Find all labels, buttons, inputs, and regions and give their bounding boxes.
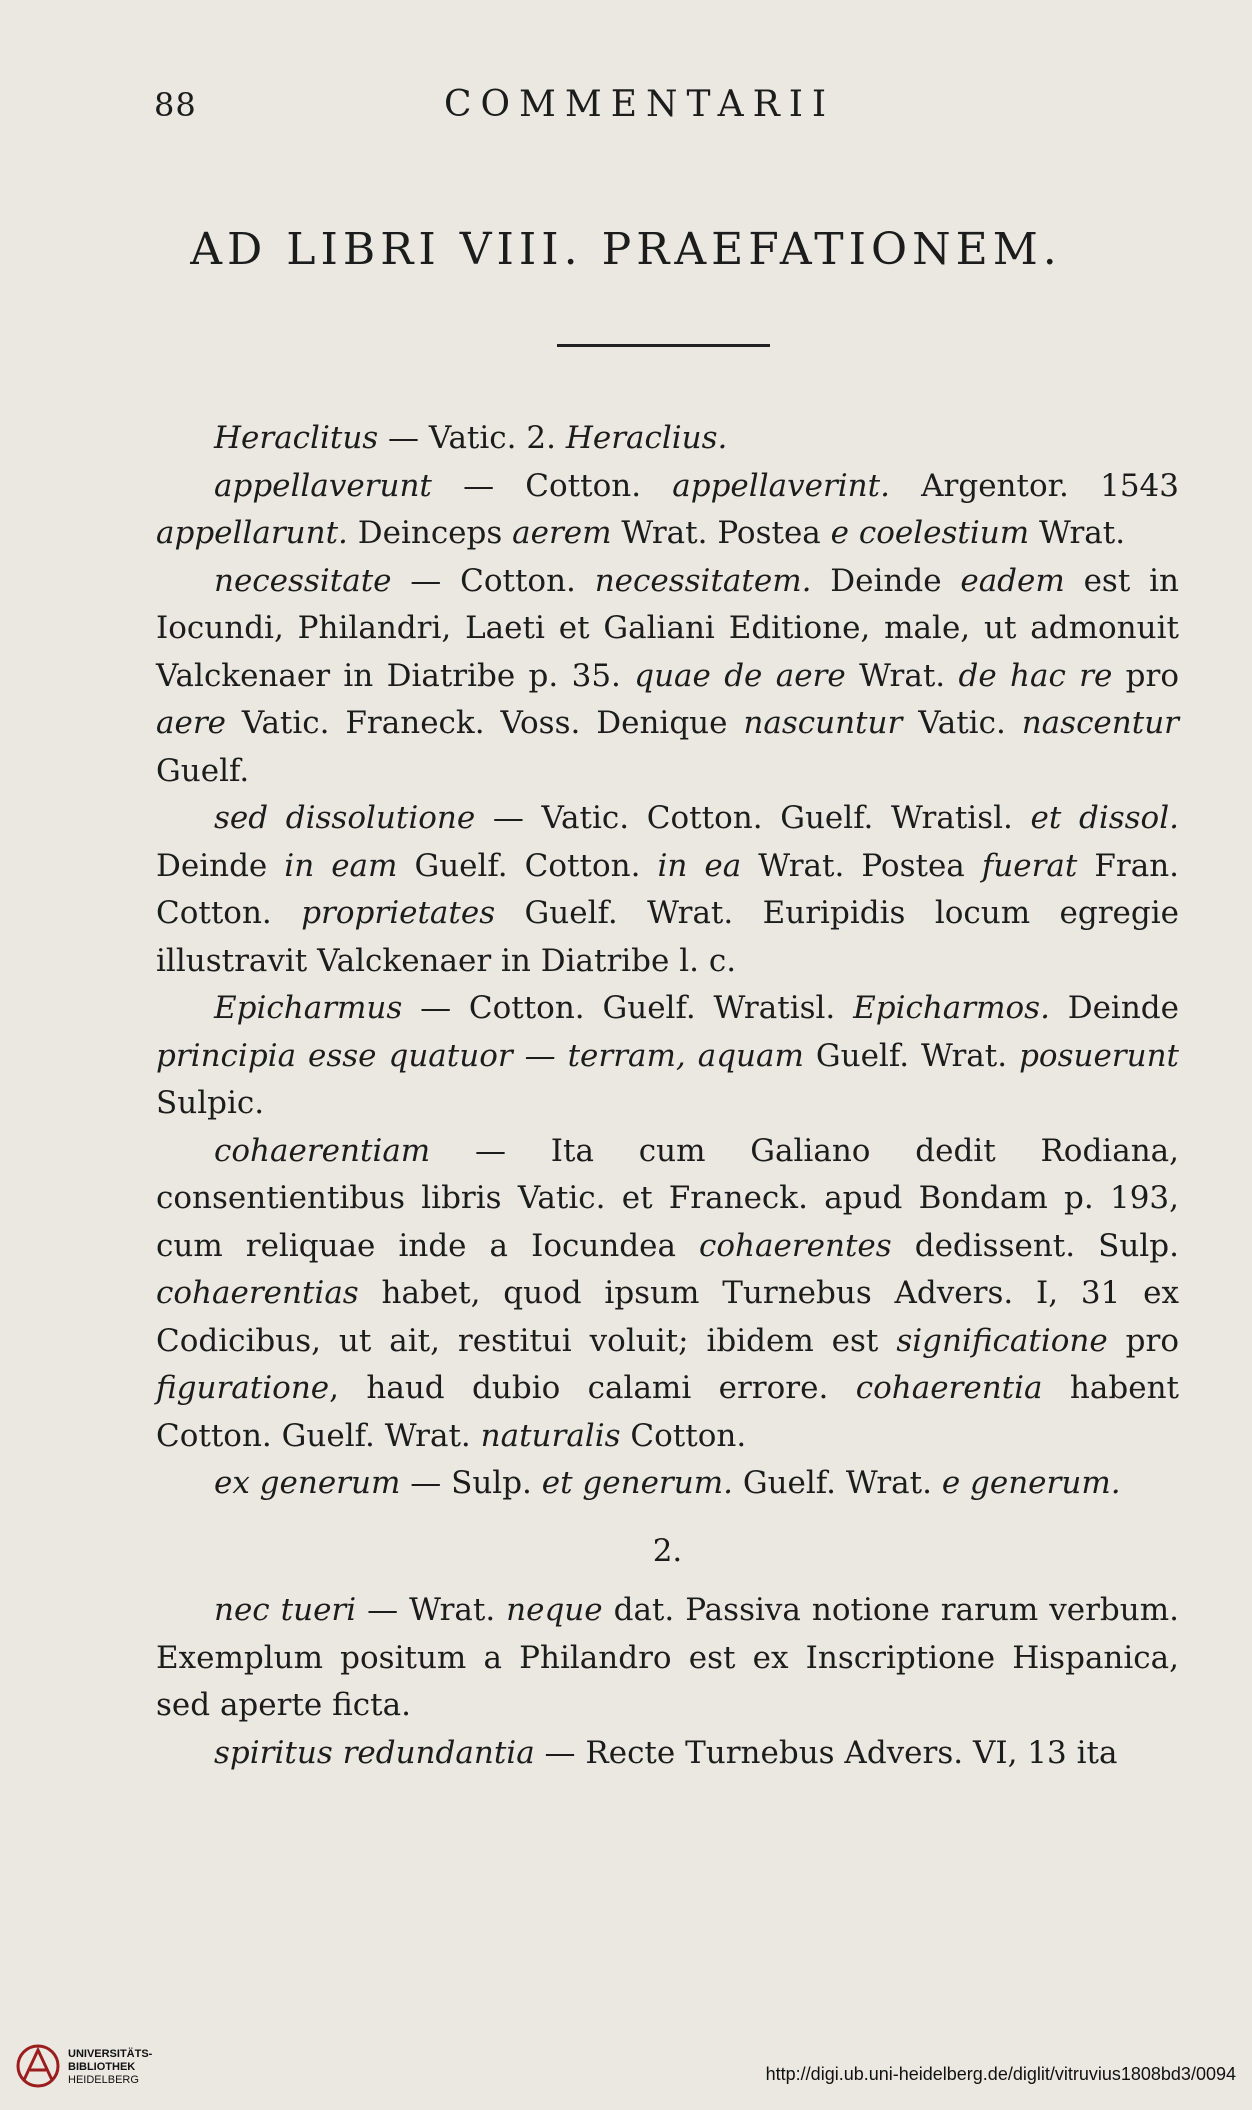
- note-cohaerentiam: cohaerentiam — Ita cum Galiano dedit Rodiana, consentientibus libris Vatic. et Franeck. apud Bondam p. 193, cum reliquae inde a Iocundea cohaerentes dedissent. Sulp. cohaerentias habet, quod ipsum Turnebus Advers. I, 31 ex Codicibus, ut ait, restitui voluit; ibidem est significatione pro figuratione, haud dubio calami errore. cohaerentia habent Cotton. Guelf. Wrat. naturalis Cotton.: [156, 1132, 1179, 1454]
- note-heraclitus: Heraclitus — Vatic. 2. Heraclius.: [214, 420, 728, 456]
- footer-bar: [0, 2030, 1252, 2110]
- note-necessitate: necessitate — Cotton. necessitatem. Deinde eadem est in Iocundi, Philandri, Laeti et Galiani Editione, male, ut admonuit Valckenaer in Diatribe p. 35. quae de aere Wrat. de hac re pro aere Vatic. Franeck. Voss. Denique nascuntur Vatic. nascentur Guelf.: [156, 562, 1180, 789]
- note-nec-tueri: nec tueri — Wrat. neque dat. Passiva notione rarum verbum. Exemplum positum a Philandro est ex Inscriptione Hispanica, sed aperte ficta.: [156, 1592, 1179, 1723]
- title-rule: [557, 344, 770, 347]
- library-seal-icon: [14, 2042, 62, 2092]
- section-number: 2.: [652, 1532, 683, 1569]
- page-number: 88: [154, 86, 197, 124]
- note-sed-dissolutione: sed dissolutione — Vatic. Cotton. Guelf. Wratisl. et dissol. Deinde in eam Guelf. Cotton. in ea Wrat. Postea fuerat Fran. Cotton. proprietates Guelf. Wrat. Euripidis locum egregie illustravit Valckenaer in Diatribe l. c.: [156, 800, 1180, 979]
- note-spiritus-redundantia: spiritus redundantia — Recte Turnebus Advers. VI, 13 ita: [214, 1734, 1118, 1771]
- library-logo: [14, 2040, 164, 2100]
- section-title: AD LIBRI VIII. PRAEFATIONEM.: [190, 224, 1062, 275]
- commentary-text: [156, 415, 1179, 1777]
- note-ex-generum: ex generum — Sulp. et generum. Guelf. Wrat. e generum.: [214, 1465, 1121, 1501]
- logo-text: UNIVERSITÄTS- BIBLIOTHEK HEIDELBERG: [68, 2048, 153, 2086]
- running-head: [154, 80, 1114, 130]
- source-url[interactable]: http://digi.ub.uni-heidelberg.de/diglit/vitruvius1808bd3/0094: [765, 2064, 1236, 2084]
- running-title: COMMENTARII: [444, 84, 836, 125]
- note-epicharmus: Epicharmus — Cotton. Guelf. Wratisl. Epicharmos. Deinde principia esse quatuor — terram, aquam Guelf. Wrat. posuerunt Sulpic.: [156, 990, 1180, 1121]
- note-appellaverunt: appellaverunt — Cotton. appellaverint. Argentor. 1543 appellarunt. Deinceps aerem Wrat. Postea e coelestium Wrat.: [156, 467, 1179, 551]
